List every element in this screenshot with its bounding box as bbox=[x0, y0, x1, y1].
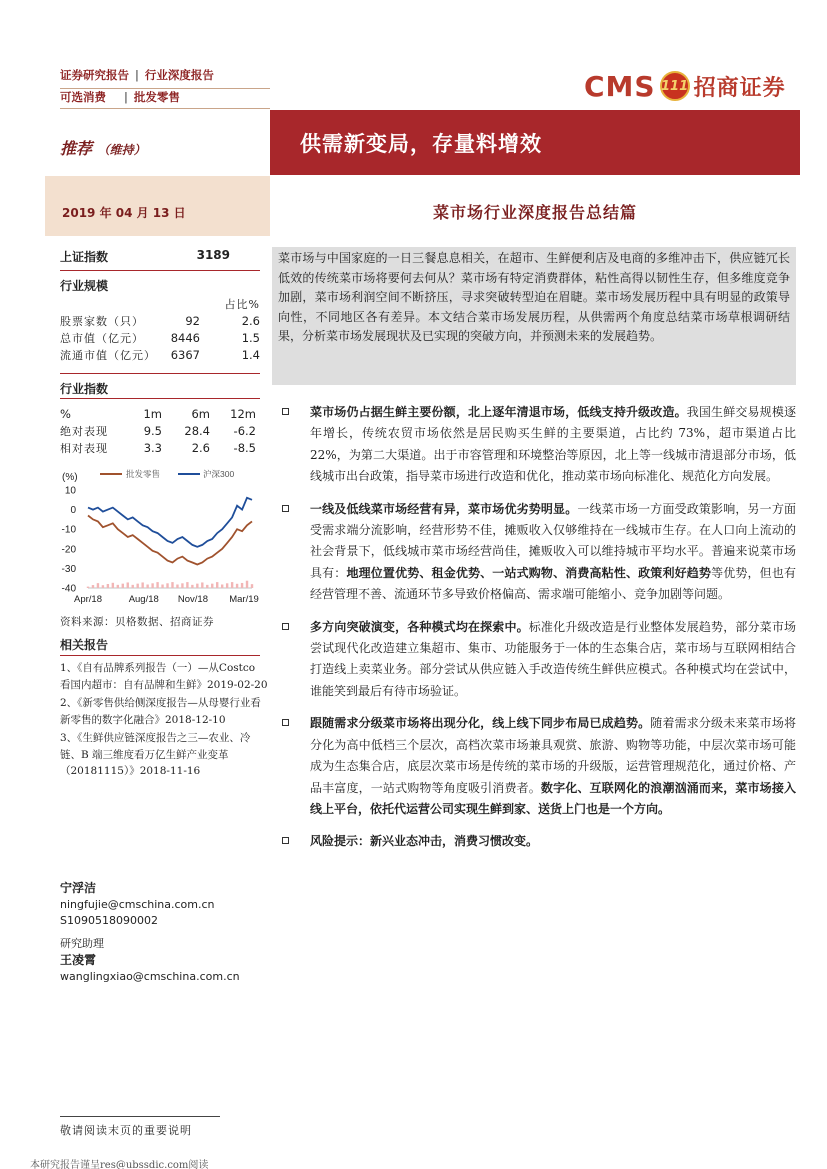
volume-bar bbox=[211, 584, 213, 588]
volume-bar bbox=[191, 585, 193, 588]
y-tick-label: -40 bbox=[61, 583, 76, 595]
volume-bar bbox=[102, 585, 104, 588]
cell: 6367 bbox=[170, 347, 200, 362]
header-divider bbox=[60, 108, 270, 109]
rating-sub: （维持） bbox=[97, 143, 146, 157]
chart-svg bbox=[60, 466, 260, 606]
volume-bar bbox=[156, 582, 158, 588]
volume-bar bbox=[132, 585, 134, 588]
list-item[interactable]: 3、《生鲜供应链深度报告之三—农业、冷链、B 端三维度看万亿生鲜产业变革（20181115）》2018-11-16 bbox=[60, 732, 251, 777]
cell: 9.5 bbox=[143, 423, 162, 438]
divider bbox=[60, 398, 260, 399]
y-tick-label: 10 bbox=[64, 485, 76, 497]
cell: 2.6 bbox=[191, 440, 210, 455]
checkbox-bullet-icon bbox=[282, 408, 289, 415]
bullet-text: 一线菜市场一方面受政策影响，另一方面受需求端分流影响，经营形势不佳，摊贩收入仅够维持在一线城市生存。在人口向上流动的社会背景下，低线城市菜市场经营尚佳，摊贩收入可以维持城市平均水平。普遍来说菜市场具有： bbox=[310, 501, 796, 580]
author-email[interactable]: wanglingxiao@cmschina.com.cn bbox=[60, 969, 240, 983]
header-separator: | bbox=[124, 90, 128, 104]
volume-bar bbox=[97, 583, 99, 588]
chart-source: 资料来源：贝格数据、招商证券 bbox=[60, 616, 214, 628]
volume-bar bbox=[231, 582, 233, 588]
col-header: 1m bbox=[143, 406, 162, 421]
divider bbox=[60, 373, 260, 374]
left-sidebar bbox=[60, 248, 260, 456]
volume-bar bbox=[206, 585, 208, 588]
list-item bbox=[278, 713, 796, 820]
bullet-heading: 跟随需求分级菜市场将出现分化，线上线下同步布局已成趋势。 bbox=[310, 716, 651, 731]
volume-bar bbox=[246, 581, 248, 588]
volume-bar bbox=[181, 583, 183, 588]
report-subtitle: 菜市场行业深度报告总结篇 bbox=[432, 203, 637, 222]
cell: 2.6 bbox=[241, 313, 260, 328]
x-tick-label: Nov/18 bbox=[177, 594, 209, 605]
volume-bar bbox=[251, 584, 253, 588]
volume-bar bbox=[112, 583, 114, 588]
header-report-kind: 行业深度报告 bbox=[144, 68, 214, 82]
cell: -8.5 bbox=[233, 440, 256, 455]
volume-bar bbox=[107, 584, 109, 588]
cell: -6.2 bbox=[233, 423, 256, 438]
related-reports bbox=[60, 660, 268, 782]
footer-divider bbox=[60, 1116, 220, 1117]
volume-bar bbox=[186, 582, 188, 588]
x-tick-label: Apr/18 bbox=[74, 594, 102, 605]
footer-note: 敬请阅读末页的重要说明 bbox=[60, 1124, 192, 1137]
table-row bbox=[60, 422, 260, 439]
col-header: % bbox=[60, 406, 71, 421]
volume-bar bbox=[87, 587, 89, 588]
scale-col-header: 占比% bbox=[224, 297, 260, 311]
table-row bbox=[60, 346, 260, 363]
legend-label: 批发零售 bbox=[126, 469, 161, 479]
scale-table bbox=[60, 295, 260, 363]
report-date: 2019 年 04 月 13 日 bbox=[62, 206, 186, 220]
bullet-text: 标准化升级改造是行业整体发展趋势，部分菜市场尝试现代化改造建立集超市、集市、功能服务于一体的生态集合店，菜市场与互联网相结合打造线上卖菜业务。部分尝试从供应链入手改造传统生鲜供应模式。各种模式均在尝试中，谁能笑到最后有待市场验证。 bbox=[310, 619, 796, 698]
bullet-heading: 一线及低线菜市场经营有异，菜市场优劣势明显。 bbox=[310, 501, 578, 516]
list-item bbox=[278, 402, 796, 488]
row-label: 股票家数（只） bbox=[60, 314, 144, 328]
rating-label: 推荐 bbox=[60, 139, 93, 158]
volume-bar bbox=[196, 584, 198, 588]
bullet-emphasis: 地理位置优势、租金优势、一站式购物、消费高粘性、政策利好趋势 bbox=[346, 565, 712, 580]
x-tick-label: Aug/18 bbox=[128, 594, 159, 605]
checkbox-bullet-icon bbox=[282, 719, 289, 726]
related-heading: 相关报告 bbox=[60, 638, 109, 652]
bullet-text: 等优势，但也有经营管理不善、流通环节多导致价格偏高、需求端可能缩小、竞争加剧等问题。 bbox=[310, 565, 796, 602]
cms-logo bbox=[584, 66, 786, 106]
bullet-heading: 多方向突破演变，各种模式均在探索中。 bbox=[310, 619, 529, 634]
col-header: 12m bbox=[230, 406, 256, 421]
report-title: 供需新变局，存量料增效 bbox=[300, 132, 542, 156]
table-row bbox=[60, 312, 260, 329]
header-sector: 可选消费 bbox=[60, 90, 106, 104]
cell: 1.4 bbox=[241, 347, 260, 362]
author-name: 宁浮洁 bbox=[60, 881, 97, 895]
bullet-emphasis: 数字化、互联网化的浪潮汹涌而来，菜市场接入线上平台，依托代运营公司实现生鲜到家、送货上门也是一个方向。 bbox=[310, 780, 796, 816]
index-value: 3189 bbox=[196, 248, 230, 262]
scale-heading: 行业规模 bbox=[60, 279, 109, 293]
watermark: 本研究报告谨呈res@ubssdic.com阅读 bbox=[30, 1160, 209, 1169]
volume-bar bbox=[176, 585, 178, 589]
volume-bar bbox=[151, 583, 153, 588]
index-performance-chart bbox=[60, 466, 260, 606]
volume-bar bbox=[141, 582, 143, 588]
table-row bbox=[60, 329, 260, 346]
volume-bar bbox=[221, 585, 223, 589]
row-label: 流通市值（亿元） bbox=[60, 348, 156, 362]
volume-bar bbox=[127, 582, 129, 588]
volume-bar bbox=[236, 584, 238, 588]
x-tick-label: Mar/19 bbox=[229, 594, 259, 605]
bullet-heading: 风险提示：新兴业态冲击，消费习惯改变。 bbox=[310, 834, 539, 849]
y-tick-label: -10 bbox=[61, 524, 76, 536]
y-tick-label: 0 bbox=[70, 505, 76, 517]
series-line-1 bbox=[88, 498, 252, 547]
y-tick-label: -20 bbox=[61, 544, 76, 556]
list-item[interactable]: 1、《自有品牌系列报告（一）—从Costco 看国内超市：自有品牌和生鲜》2019-02-20 bbox=[60, 662, 268, 691]
volume-bar bbox=[216, 582, 218, 588]
list-item bbox=[278, 831, 796, 852]
author-email[interactable]: ningfujie@cmschina.com.cn bbox=[60, 897, 215, 911]
cell: 28.4 bbox=[184, 423, 210, 438]
legend-label: 沪深300 bbox=[203, 469, 235, 479]
divider bbox=[60, 270, 260, 271]
table-row bbox=[60, 439, 260, 456]
checkbox-bullet-icon bbox=[282, 623, 289, 630]
cell: 1.5 bbox=[241, 330, 260, 345]
perf-heading: 行业指数 bbox=[60, 382, 109, 396]
header-subsector: 批发零售 bbox=[133, 90, 180, 104]
y-unit-label: (%) bbox=[62, 472, 78, 483]
perf-table bbox=[60, 405, 260, 456]
volume-bar bbox=[201, 582, 203, 588]
report-type-header bbox=[60, 64, 214, 108]
volume-bar bbox=[226, 583, 228, 588]
row-label: 相对表现 bbox=[60, 441, 108, 455]
list-item bbox=[278, 617, 796, 703]
volume-bar bbox=[161, 585, 163, 589]
logo-cn-text: 招商证券 bbox=[693, 75, 786, 101]
table-header-row bbox=[60, 405, 260, 422]
header-divider bbox=[60, 88, 270, 89]
list-item[interactable]: 2、《新零售供给侧深度报告—从母婴行业看新零售的数字化融合》2018-12-10 bbox=[60, 697, 261, 726]
y-tick-label: -30 bbox=[61, 563, 76, 575]
bullet-text: 我国生鲜交易规模逐年增长，传统农贸市场依然是居民购买生鲜的主要渠道，占比约 73%，超市渠道占比 22%，为第二大渠道。出于市容管理和环境整治等原因，北上等一线城市清退部分市场，低线城市出台政策，指导菜市场进行改造和优化，推动菜市场向标准化、规范化方向发展。 bbox=[310, 405, 796, 484]
authors bbox=[60, 880, 260, 985]
header-report-label: 证券研究报告 bbox=[60, 68, 129, 82]
key-points bbox=[278, 402, 796, 864]
volume-bar bbox=[122, 584, 124, 588]
list-item bbox=[278, 499, 796, 606]
divider bbox=[60, 655, 260, 656]
abstract: 菜市场与中国家庭的一日三餐息息相关，在超市、生鲜便利店及电商的多维冲击下，供应链冗长低效的传统菜市场将要何去何从？菜市场有特定消费群体，粘性高得以韧性生存，但多维度竞争加剧，菜市场利润空间不断挤压，寻求突破转型迫在眉睫。菜市场发展历程中具有明显的政策导向性，不同地区各有差异。本文结合菜市场发展历程，从供需两个角度总结菜市场草根调研结果，分析菜市场发展现状及已实现的突破方向，并预测未来的发展趋势。 bbox=[272, 247, 796, 385]
index-label: 上证指数 bbox=[60, 250, 109, 264]
cell: 92 bbox=[185, 313, 200, 328]
bullet-text: 随着需求分级未来菜市场将分化为高中低档三个层次，高档次菜市场兼具观赏、旅游、购物等功能，中层次菜市场可能成为生态集合店，底层次菜市场是传统的菜市场的升级版，运营管理规范化，通过价格、产品丰富度，一站式购物等角度吸引消费者。 bbox=[310, 716, 796, 795]
row-label: 绝对表现 bbox=[60, 424, 108, 438]
author-role: 研究助理 bbox=[60, 936, 104, 950]
volume-bar bbox=[241, 583, 243, 588]
rating bbox=[60, 136, 146, 159]
header-separator: | bbox=[135, 68, 139, 82]
author-cert-id: S1090518090002 bbox=[60, 914, 158, 927]
logo-cms-text: CMS bbox=[584, 69, 656, 103]
col-header: 6m bbox=[191, 406, 210, 421]
volume-bar bbox=[166, 583, 168, 588]
cell: 8446 bbox=[170, 330, 200, 345]
index-row bbox=[60, 248, 260, 268]
volume-bar bbox=[117, 585, 119, 588]
logo-badge-icon: 111 bbox=[660, 71, 690, 101]
checkbox-bullet-icon bbox=[282, 505, 289, 512]
volume-bar bbox=[92, 585, 94, 588]
author-name: 王凌霄 bbox=[60, 953, 97, 967]
volume-bar bbox=[146, 585, 148, 589]
row-label: 总市值（亿元） bbox=[60, 331, 144, 345]
checkbox-bullet-icon bbox=[282, 837, 289, 844]
volume-bar bbox=[136, 584, 138, 588]
volume-bar bbox=[171, 582, 173, 588]
cell: 3.3 bbox=[143, 440, 162, 455]
bullet-heading: 菜市场仍占据生鲜主要份额，北上逐年清退市场，低线支持升级改造。 bbox=[310, 405, 687, 419]
